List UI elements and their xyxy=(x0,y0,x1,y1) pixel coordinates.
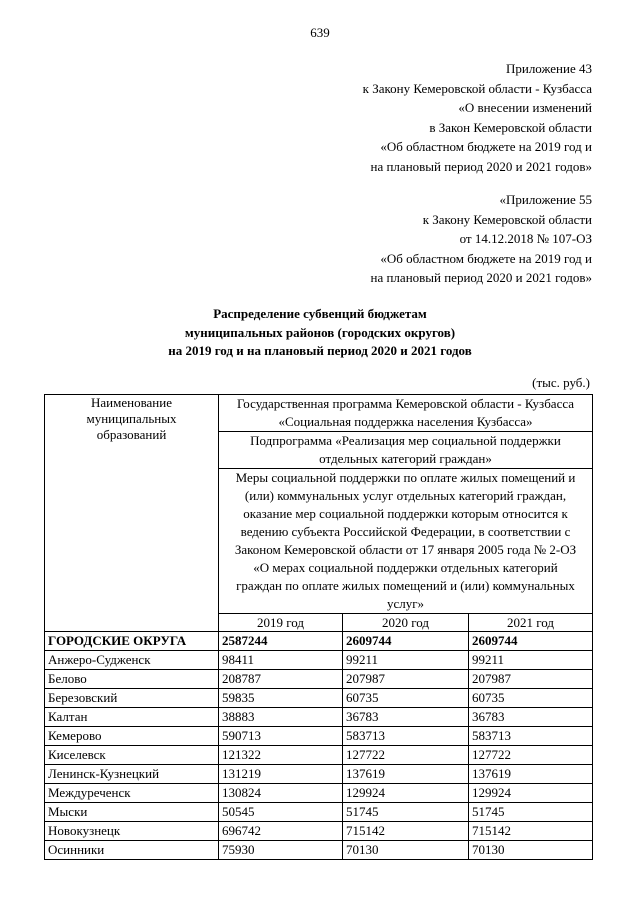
header-measure-line: Законом Кемеровской области от 17 января 2005 года № 2-ОЗ xyxy=(234,542,577,557)
appendix-current-block xyxy=(363,59,592,177)
header-program xyxy=(219,395,593,432)
table-row xyxy=(45,803,593,822)
title-line: на 2019 год и на плановый период 2020 и 2021 годов xyxy=(168,343,472,358)
value-2020-cell: 137619 xyxy=(343,765,469,784)
header-municipality-line: Наименование xyxy=(91,395,172,410)
value-2021-cell: 583713 xyxy=(469,727,593,746)
municipality-cell: Киселевск xyxy=(45,746,219,765)
table-row xyxy=(45,632,593,651)
municipality-cell: Анжеро-Судженск xyxy=(45,651,219,670)
title-line: Распределение субвенций бюджетам xyxy=(213,306,427,321)
value-2021-cell: 51745 xyxy=(469,803,593,822)
header-measure-line: оказание мер социальной поддержки которым относится к xyxy=(243,506,568,521)
value-2020-cell: 715142 xyxy=(343,822,469,841)
value-2020-cell: 129924 xyxy=(343,784,469,803)
appendix-original-line: на плановый период 2020 и 2021 годов» xyxy=(370,270,592,286)
value-2019-cell: 590713 xyxy=(219,727,343,746)
value-2020-cell: 583713 xyxy=(343,727,469,746)
appendix-original-line: от 14.12.2018 № 107-ОЗ xyxy=(459,231,592,247)
header-subprogram-line: Подпрограмма «Реализация мер социальной поддержки xyxy=(250,433,561,448)
appendix-current-line: «Об областном бюджете на 2019 год и xyxy=(380,139,592,155)
value-2019-cell: 2587244 xyxy=(219,632,343,651)
header-program-line: «Социальная поддержка населения Кузбасса» xyxy=(278,414,533,429)
municipality-cell: Белово xyxy=(45,670,219,689)
document-title xyxy=(0,305,640,361)
value-2019-cell: 696742 xyxy=(219,822,343,841)
value-2020-cell: 207987 xyxy=(343,670,469,689)
value-2021-cell: 127722 xyxy=(469,746,593,765)
municipality-cell: Кемерово xyxy=(45,727,219,746)
table-row xyxy=(45,822,593,841)
units-label: (тыс. руб.) xyxy=(532,375,590,390)
value-2019-cell: 121322 xyxy=(219,746,343,765)
municipality-cell: Новокузнецк xyxy=(45,822,219,841)
appendix-original-line: «Об областном бюджете на 2019 год и xyxy=(380,250,592,266)
municipality-cell: Мыски xyxy=(45,803,219,822)
value-2021-cell: 129924 xyxy=(469,784,593,803)
appendix-current-line: на плановый период 2020 и 2021 годов» xyxy=(370,158,592,174)
header-municipality xyxy=(45,395,219,632)
table-row xyxy=(45,670,593,689)
value-2020-cell: 36783 xyxy=(343,708,469,727)
header-municipality-line: образований xyxy=(96,427,167,442)
appendix-original-line: «Приложение 55 xyxy=(499,192,592,207)
header-measure-line: граждан по оплате жилых помещений и (или) коммунальных xyxy=(236,578,575,593)
header-measure xyxy=(219,469,593,614)
header-year-2020: 2020 год xyxy=(343,614,469,632)
value-2019-cell: 75930 xyxy=(219,841,343,860)
header-municipality-line: муниципальных xyxy=(86,411,177,426)
value-2019-cell: 50545 xyxy=(219,803,343,822)
table-row xyxy=(45,651,593,670)
value-2020-cell: 60735 xyxy=(343,689,469,708)
value-2021-cell: 207987 xyxy=(469,670,593,689)
municipality-cell: Калтан xyxy=(45,708,219,727)
value-2021-cell: 715142 xyxy=(469,822,593,841)
table-row xyxy=(45,841,593,860)
appendix-current-line: к Закону Кемеровской области - Кузбасса xyxy=(362,80,592,96)
appendix-original-line: к Закону Кемеровской области xyxy=(422,211,592,227)
value-2021-cell: 2609744 xyxy=(469,632,593,651)
table-row xyxy=(45,727,593,746)
table-row xyxy=(45,765,593,784)
municipality-cell: Березовский xyxy=(45,689,219,708)
appendix-current-line: Приложение 43 xyxy=(505,61,592,76)
value-2019-cell: 98411 xyxy=(219,651,343,670)
header-measure-line: услуг» xyxy=(386,596,425,611)
value-2020-cell: 2609744 xyxy=(343,632,469,651)
municipality-cell: Ленинск-Кузнецкий xyxy=(45,765,219,784)
table-row xyxy=(45,689,593,708)
value-2021-cell: 60735 xyxy=(469,689,593,708)
header-subprogram xyxy=(219,432,593,469)
value-2021-cell: 70130 xyxy=(469,841,593,860)
header-year-2021: 2021 год xyxy=(469,614,593,632)
table-row xyxy=(45,784,593,803)
appendix-current-line: в Закон Кемеровской области xyxy=(429,119,592,135)
header-measure-line: (или) коммунальных услуг отдельных категорий граждан, xyxy=(244,488,567,503)
table-row xyxy=(45,708,593,727)
value-2019-cell: 130824 xyxy=(219,784,343,803)
municipality-cell: Осинники xyxy=(45,841,219,860)
value-2020-cell: 70130 xyxy=(343,841,469,860)
value-2020-cell: 51745 xyxy=(343,803,469,822)
header-measure-line: «О мерах социальной поддержки отдельных категорий xyxy=(253,560,558,575)
subvention-table xyxy=(44,394,593,860)
header-program-line: Государственная программа Кемеровской области - Кузбасса xyxy=(236,396,575,411)
value-2019-cell: 38883 xyxy=(219,708,343,727)
value-2019-cell: 208787 xyxy=(219,670,343,689)
value-2021-cell: 36783 xyxy=(469,708,593,727)
page-number: 639 xyxy=(310,25,330,40)
header-measure-line: ведению субъекта Российской Федерации, в соответствии с xyxy=(240,524,571,539)
table-row xyxy=(45,746,593,765)
title-line: муниципальных районов (городских округов) xyxy=(184,324,456,340)
header-year-2019: 2019 год xyxy=(219,614,343,632)
municipality-cell: ГОРОДСКИЕ ОКРУГА xyxy=(45,632,219,651)
appendix-original-block xyxy=(371,190,593,288)
appendix-current-line: «О внесении изменений xyxy=(458,100,592,116)
municipality-cell: Междуреченск xyxy=(45,784,219,803)
value-2020-cell: 99211 xyxy=(343,651,469,670)
value-2019-cell: 59835 xyxy=(219,689,343,708)
value-2019-cell: 131219 xyxy=(219,765,343,784)
value-2021-cell: 137619 xyxy=(469,765,593,784)
header-subprogram-line: отдельных категорий граждан» xyxy=(319,451,492,466)
value-2021-cell: 99211 xyxy=(469,651,593,670)
header-measure-line: Меры социальной поддержки по оплате жилых помещений и xyxy=(235,470,576,485)
value-2020-cell: 127722 xyxy=(343,746,469,765)
